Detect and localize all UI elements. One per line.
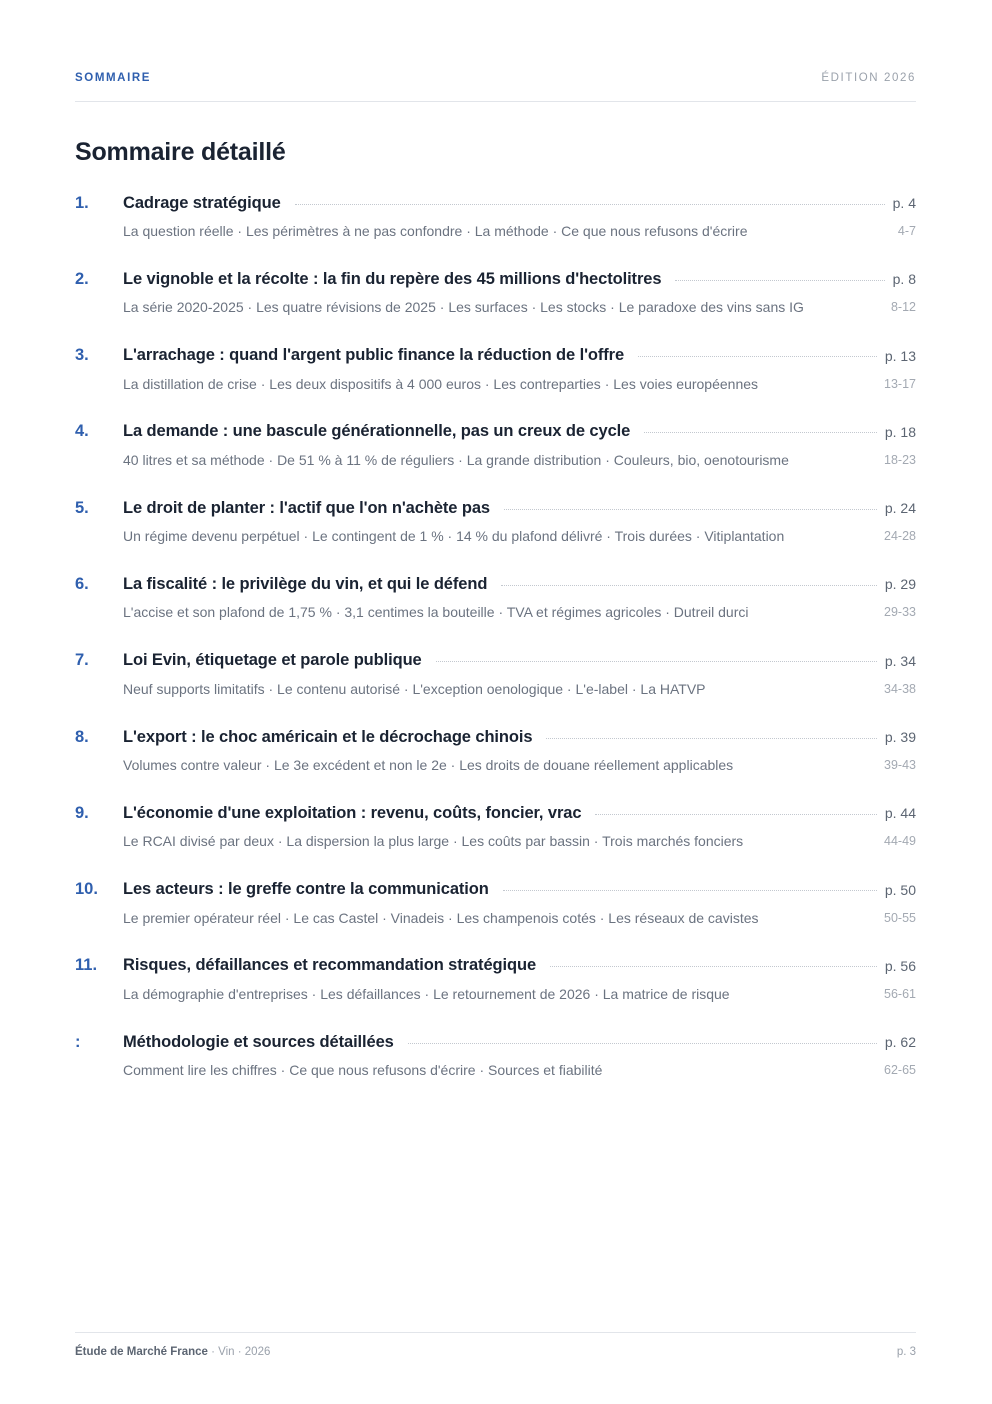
toc-entry-page[interactable]: p. 62 xyxy=(884,1034,916,1051)
toc-entry-heading xyxy=(75,343,916,369)
toc-entry-subtopics: Comment lire les chiffres · Ce que nous refusons d'écrire · Sources et fiabilité xyxy=(123,1062,603,1079)
section-label: SOMMAIRE xyxy=(75,72,152,84)
toc-entry-subtopics: Neuf supports limitatifs · Le contenu autorisé · L'exception oenologique · L'e-label · La HATVP xyxy=(123,680,706,697)
toc-entry-page-range: 50-55 xyxy=(884,910,916,925)
toc-entry-page[interactable]: p. 18 xyxy=(884,423,916,440)
toc-entry-subtopics-row xyxy=(75,831,916,851)
toc-entry[interactable] xyxy=(75,877,916,953)
footer-title: Étude de Marché France xyxy=(75,1346,208,1358)
toc-entry-subtopics-row xyxy=(75,221,916,241)
toc-entry-subtopics-row xyxy=(75,679,916,699)
toc-entry-page[interactable]: p. 44 xyxy=(884,805,916,822)
toc-entry-subtopics: Volumes contre valeur · Le 3e excédent et non le 2e · Les droits de douane réellement applicables xyxy=(123,757,734,774)
toc-entry-title[interactable]: La fiscalité : le privilège du vin, et qui le défend xyxy=(123,574,488,593)
toc-entry-page-range: 13-17 xyxy=(884,376,916,391)
toc-entry-page-range: 39-43 xyxy=(884,758,916,773)
page-title: Sommaire détaillé xyxy=(75,138,286,166)
toc-entry-title[interactable]: Les acteurs : le greffe contre la communication xyxy=(123,880,489,899)
toc-entry-title[interactable]: L'export : le choc américain et le décrochage chinois xyxy=(123,727,533,746)
toc-entry-subtopics: 40 litres et sa méthode · De 51 % à 11 % de réguliers · La grande distribution · Couleurs, bio, oenotourisme xyxy=(123,451,789,468)
toc-entry[interactable] xyxy=(75,266,916,342)
toc-entry-subtopics-row xyxy=(75,984,916,1004)
toc-entry-subtopics: L'accise et son plafond de 1,75 % · 3,1 centimes la bouteille · TVA et régimes agricoles · Dutreil durci xyxy=(123,604,749,621)
toc-entry-subtopics: Un régime devenu perpétuel · Le contingent de 1 % · 14 % du plafond délivré · Trois durées · Vitiplantation xyxy=(123,528,785,545)
toc-entry[interactable] xyxy=(75,419,916,495)
toc-entry-subtopics-row xyxy=(75,297,916,317)
toc-entry-title[interactable]: L'économie d'une exploitation : revenu, coûts, foncier, vrac xyxy=(123,803,582,822)
toc-entry-title[interactable]: Loi Evin, étiquetage et parole publique xyxy=(123,651,422,670)
edition-label: ÉDITION 2026 xyxy=(821,72,916,84)
toc-entry-number: 10. xyxy=(75,880,98,899)
toc-entry-title[interactable]: Cadrage stratégique xyxy=(123,193,281,212)
toc-entry-heading xyxy=(75,724,916,750)
toc-entry[interactable] xyxy=(75,495,916,571)
toc-entry-subtopics-row xyxy=(75,526,916,546)
toc-entry-page[interactable]: p. 8 xyxy=(892,271,916,288)
toc-entry-heading xyxy=(75,1029,916,1055)
toc-entry-page[interactable]: p. 56 xyxy=(884,957,916,974)
toc-entry-subtopics: La distillation de crise · Les deux dispositifs à 4 000 euros · Les contreparties · Les voies européennes xyxy=(123,375,759,392)
toc-entry-heading xyxy=(75,953,916,979)
toc-entry-heading xyxy=(75,419,916,445)
dot-leader xyxy=(295,204,885,205)
toc-entry-number: 9. xyxy=(75,803,89,822)
table-of-contents xyxy=(75,190,916,1106)
toc-entry-heading xyxy=(75,266,916,292)
toc-entry-page-range: 29-33 xyxy=(884,605,916,620)
toc-entry-number: 3. xyxy=(75,346,89,365)
toc-entry-number: 7. xyxy=(75,651,89,670)
toc-entry-title[interactable]: La demande : une bascule générationnelle, pas un creux de cycle xyxy=(123,422,631,441)
toc-entry[interactable] xyxy=(75,343,916,419)
toc-entry-number: 1. xyxy=(75,193,89,212)
toc-entry-number: 11. xyxy=(75,956,98,975)
toc-entry[interactable] xyxy=(75,190,916,266)
toc-entry-number: : xyxy=(75,1032,81,1051)
toc-entry[interactable] xyxy=(75,953,916,1029)
toc-entry[interactable] xyxy=(75,800,916,876)
toc-entry-page-range: 62-65 xyxy=(884,1063,916,1078)
toc-entry-number: 6. xyxy=(75,574,89,593)
toc-entry-page[interactable]: p. 50 xyxy=(884,881,916,898)
toc-entry[interactable] xyxy=(75,571,916,647)
toc-entry-subtopics: La démographie d'entreprises · Les défaillances · Le retournement de 2026 · La matrice de risque xyxy=(123,985,730,1002)
toc-entry-title[interactable]: Le droit de planter : l'actif que l'on n'achète pas xyxy=(123,498,490,517)
toc-entry-heading xyxy=(75,571,916,597)
toc-entry-page-range: 56-61 xyxy=(884,986,916,1001)
dot-leader xyxy=(638,356,877,357)
toc-entry-subtopics: Le RCAI divisé par deux · La dispersion la plus large · Les coûts par bassin · Trois marchés fonciers xyxy=(123,833,744,850)
toc-entry-page-range: 44-49 xyxy=(884,834,916,849)
toc-entry-title[interactable]: Méthodologie et sources détaillées xyxy=(123,1032,394,1051)
toc-entry-title[interactable]: L'arrachage : quand l'argent public finance la réduction de l'offre xyxy=(123,346,625,365)
toc-entry-page[interactable]: p. 34 xyxy=(884,652,916,669)
toc-entry-heading xyxy=(75,648,916,674)
footer-document-title xyxy=(75,1346,270,1358)
toc-entry-title[interactable]: Risques, défaillances et recommandation stratégique xyxy=(123,956,537,975)
toc-entry-page-range: 4-7 xyxy=(897,224,916,238)
page-footer xyxy=(75,1332,916,1364)
toc-entry-title[interactable]: Le vignoble et la récolte : la fin du repère des 45 millions d'hectolitres xyxy=(123,269,662,288)
toc-entry-subtopics: La question réelle · Les périmètres à ne pas confondre · La méthode · Ce que nous refusons d'écrire xyxy=(123,223,748,239)
toc-entry-page[interactable]: p. 24 xyxy=(884,500,916,517)
toc-entry[interactable] xyxy=(75,1029,916,1105)
toc-entry-page[interactable]: p. 39 xyxy=(884,729,916,746)
dot-leader xyxy=(501,585,877,586)
dot-leader xyxy=(550,966,877,967)
dot-leader xyxy=(675,280,884,281)
dot-leader xyxy=(504,509,877,510)
toc-entry-subtopics-row xyxy=(75,374,916,394)
toc-entry-heading xyxy=(75,190,916,216)
toc-entry[interactable] xyxy=(75,648,916,724)
toc-entry-page-range: 24-28 xyxy=(884,529,916,544)
toc-entry[interactable] xyxy=(75,724,916,800)
toc-entry-subtopics-row xyxy=(75,450,916,470)
dot-leader xyxy=(408,1043,877,1044)
dot-leader xyxy=(436,661,877,662)
dot-leader xyxy=(503,890,877,891)
toc-entry-heading xyxy=(75,877,916,903)
dot-leader xyxy=(546,738,876,739)
footer-page-number: p. 3 xyxy=(896,1346,916,1358)
toc-entry-subtopics-row xyxy=(75,755,916,775)
footer-meta: · Vin · 2026 xyxy=(207,1346,271,1358)
toc-entry-heading xyxy=(75,800,916,826)
page-header xyxy=(75,70,916,102)
toc-entry-subtopics: Le premier opérateur réel · Le cas Castel · Vinadeis · Les champenois cotés · Les réseaux de cavistes xyxy=(123,909,759,926)
toc-entry-page-range: 34-38 xyxy=(884,681,916,696)
toc-entry-number: 4. xyxy=(75,422,89,441)
toc-entry-heading xyxy=(75,495,916,521)
toc-entry-subtopics-row xyxy=(75,602,916,622)
toc-entry-page-range: 8-12 xyxy=(890,300,916,315)
toc-entry-subtopics-row xyxy=(75,1060,916,1080)
toc-entry-page[interactable]: p. 4 xyxy=(892,195,916,211)
toc-entry-page-range: 18-23 xyxy=(884,452,916,467)
toc-entry-subtopics: La série 2020-2025 · Les quatre révisions de 2025 · Les surfaces · Les stocks · Le paradoxe des vins sans IG xyxy=(123,299,804,316)
toc-entry-number: 2. xyxy=(75,269,89,288)
toc-entry-page[interactable]: p. 29 xyxy=(884,576,916,593)
toc-entry-subtopics-row xyxy=(75,908,916,928)
toc-entry-number: 8. xyxy=(75,727,89,746)
toc-entry-number: 5. xyxy=(75,498,89,517)
dot-leader xyxy=(595,814,876,815)
dot-leader xyxy=(644,432,877,433)
toc-entry-page[interactable]: p. 13 xyxy=(884,347,916,364)
